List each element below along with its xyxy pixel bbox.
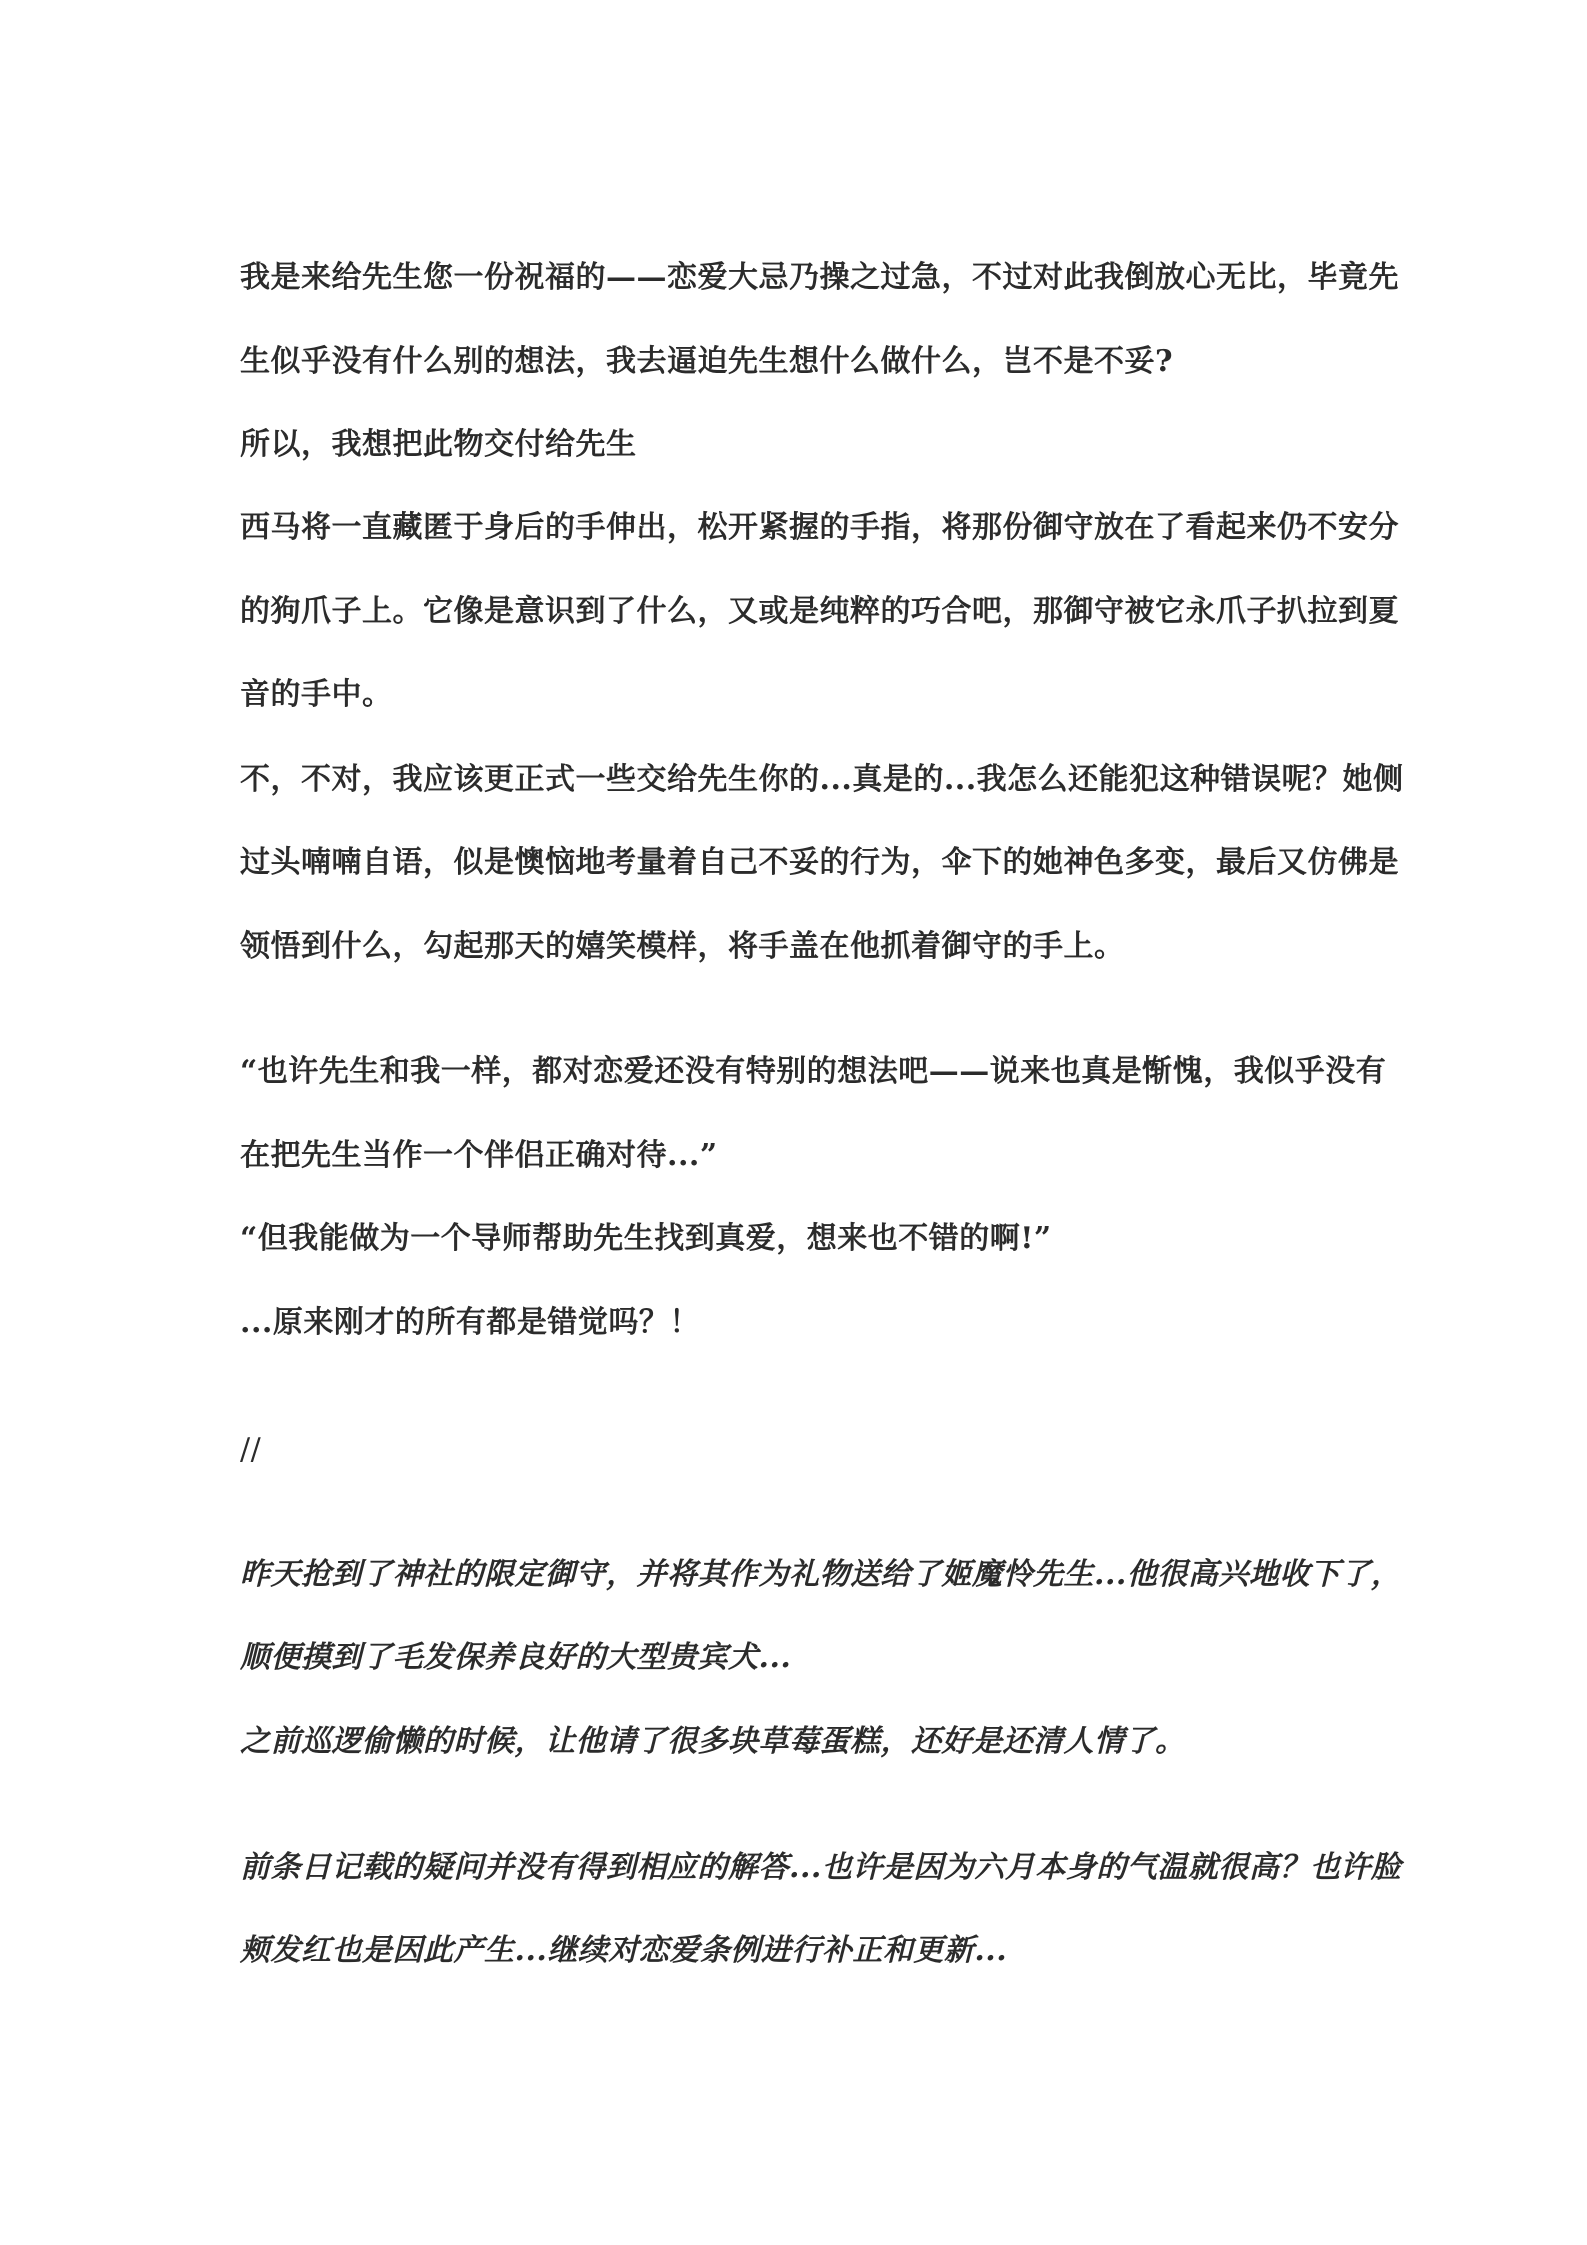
text-line: 生似乎没有什么别的想法，我去逼迫先生想什么做什么，岂不是不妥? <box>240 344 1174 379</box>
text-line: ...原来刚才的所有都是错觉吗？！ <box>240 1305 700 1340</box>
text-line: 领悟到什么，勾起那天的嬉笑模样，将手盖在他抓着御守的手上。 <box>240 929 1125 964</box>
text-line: 音的手中。 <box>240 677 393 712</box>
text-line: 不，不对，我应该更正式一些交给先生你的...真是的...我怎么还能犯这种错误呢？她侧 <box>240 762 1404 797</box>
diary-line: 顺便摸到了毛发保养良好的大型贵宾犬... <box>240 1640 792 1675</box>
diary-line: 前条日记载的疑问并没有得到相应的解答...也许是因为六月本身的气温就很高？也许脸 <box>240 1850 1402 1885</box>
diary-line: 颊发红也是因此产生...继续对恋爱条例进行补正和更新... <box>240 1933 1008 1968</box>
text-line: “但我能做为一个导师帮助先生找到真爱，想来也不错的啊!” <box>240 1221 1052 1256</box>
text-line: 西马将一直藏匿于身后的手伸出，松开紧握的手指，将那份御守放在了看起来仍不安分 <box>240 510 1399 545</box>
text-line: 我是来给先生您一份祝福的——恋爱大忌乃操之过急，不过对此我倒放心无比，毕竟先 <box>240 260 1399 295</box>
diary-line: 之前巡逻偷懒的时候，让他请了很多块草莓蛋糕，还好是还清人情了。 <box>240 1724 1186 1759</box>
text-line: 的狗爪子上。它像是意识到了什么，又或是纯粹的巧合吧，那御守被它永爪子扒拉到夏 <box>240 594 1399 629</box>
text-line: “也许先生和我一样，都对恋爱还没有特别的想法吧——说来也真是惭愧，我似乎没有 <box>240 1054 1387 1089</box>
section-separator: // <box>240 1432 262 1467</box>
text-line: 所以，我想把此物交付给先生 <box>240 427 637 462</box>
text-line: 过头喃喃自语，似是懊恼地考量着自己不妥的行为，伞下的她神色多变，最后又仿佛是 <box>240 845 1399 880</box>
text-line: 在把先生当作一个伴侣正确对待...” <box>240 1138 718 1173</box>
diary-line: 昨天抢到了神社的限定御守，并将其作为礼物送给了姬魔怜先生...他很高兴地收下了， <box>240 1557 1402 1592</box>
